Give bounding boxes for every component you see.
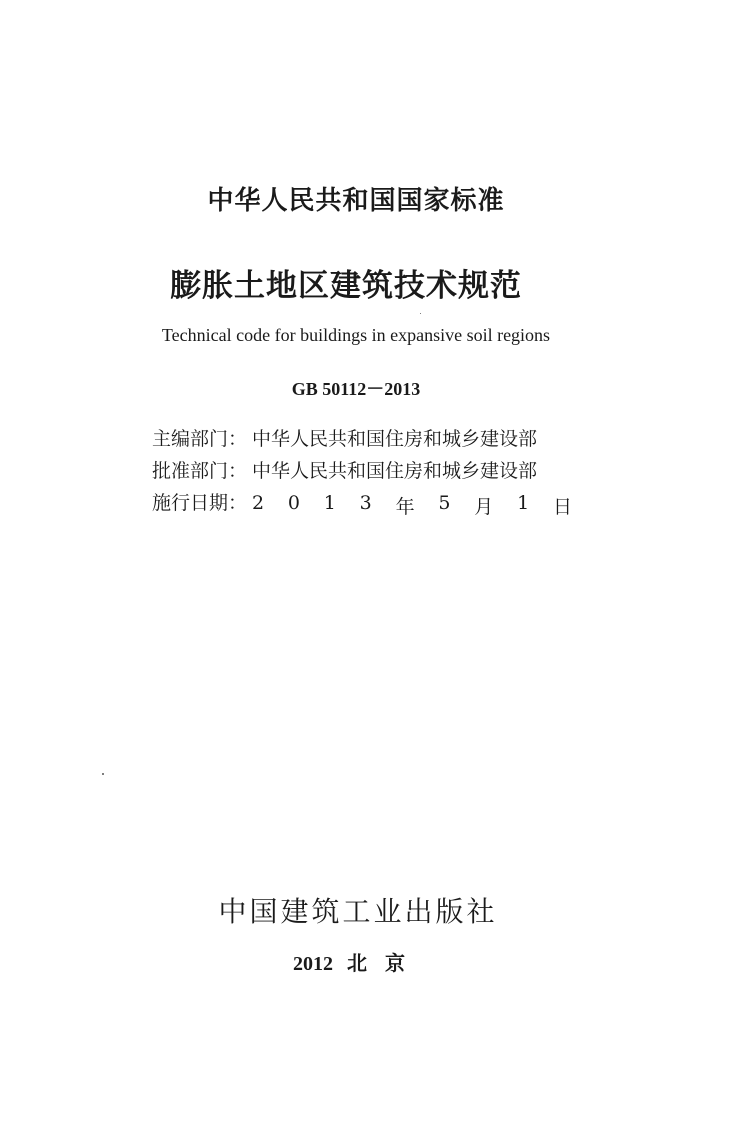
effective-date-label: 施行日期： bbox=[152, 492, 248, 514]
publisher-name: 中国建筑工业出版社 bbox=[218, 895, 498, 928]
scan-speck bbox=[102, 773, 104, 775]
editor-value: 中华人民共和国住房和城乡建设部 bbox=[252, 428, 538, 450]
date-char: 1 bbox=[323, 492, 336, 514]
editor-row bbox=[152, 424, 592, 456]
date-char: 日 bbox=[552, 496, 572, 518]
title-english: Technical code for buildings in expansive soil regions bbox=[161, 325, 551, 345]
publication-year-city bbox=[0, 947, 716, 976]
date-char: 5 bbox=[438, 492, 451, 514]
approver-value: 中华人民共和国住房和城乡建设部 bbox=[252, 460, 538, 482]
date-char: 年 bbox=[395, 496, 415, 518]
standard-type-heading: 中华人民共和国国家标准 bbox=[207, 186, 505, 216]
standard-code-number: GB 50112－2013 bbox=[291, 379, 421, 399]
date-char: 0 bbox=[287, 492, 300, 514]
title-chinese: 膨胀土地区建筑技术规范 bbox=[170, 268, 522, 304]
date-char: 3 bbox=[359, 492, 372, 514]
scan-speck bbox=[420, 313, 421, 314]
approver-label: 批准部门： bbox=[152, 460, 248, 482]
editor-label: 主编部门： bbox=[152, 428, 248, 450]
effective-date-row bbox=[152, 488, 592, 520]
publication-city: 北京 bbox=[347, 951, 423, 975]
effective-date-value bbox=[252, 492, 572, 519]
publication-year: 2012 bbox=[293, 953, 333, 975]
approver-row bbox=[152, 456, 592, 488]
standard-info-block bbox=[152, 424, 592, 520]
date-char: 1 bbox=[517, 492, 530, 514]
date-char: 月 bbox=[474, 496, 494, 518]
date-char: 2 bbox=[252, 492, 265, 514]
